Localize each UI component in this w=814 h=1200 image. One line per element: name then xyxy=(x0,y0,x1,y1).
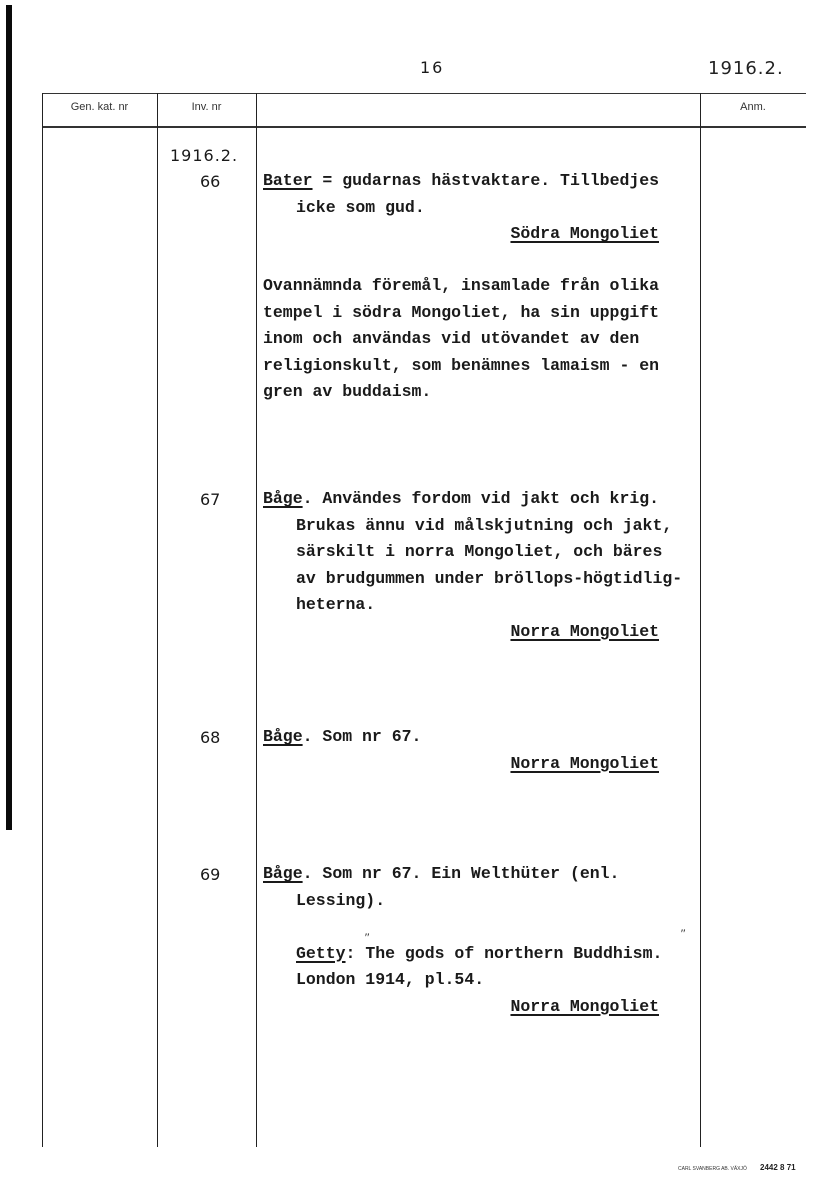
page-reference: 1916.2. xyxy=(708,58,784,79)
reference-author: Getty xyxy=(296,943,346,963)
entry-line: Bater = gudarnas hästvaktare. Tillbedjes xyxy=(263,171,660,190)
printer-imprint: CARL SVANBERG AB. VÄXJÖ xyxy=(678,1166,747,1172)
entry-66 xyxy=(263,168,695,248)
column-border-left xyxy=(42,93,43,1147)
spacer xyxy=(263,914,695,941)
entry-line: särskilt i norra Mongoliet, och bäres xyxy=(296,542,663,561)
entry-title: Båge xyxy=(263,489,303,508)
entry-origin: Norra Mongoliet xyxy=(510,753,659,773)
note-line: tempel i södra Mongoliet, ha sin uppgift xyxy=(263,302,660,322)
note-line: Ovannämnda föremål, insamlade från olika xyxy=(263,276,660,295)
entry-title: Bater xyxy=(263,171,313,190)
note-line: religionskult, som benämnes lamaism - en xyxy=(263,355,660,375)
binding-edge xyxy=(6,5,12,830)
column-divider-desc-anm xyxy=(700,93,701,1147)
inventory-number-69: 69 xyxy=(200,865,221,884)
inventory-number-67: 67 xyxy=(200,490,221,509)
entry-line: Lessing). xyxy=(296,890,386,910)
quote-open-mark: ″ xyxy=(364,930,369,944)
header-anm: Anm. xyxy=(740,101,766,113)
form-code: 2442 8 71 xyxy=(760,1163,796,1172)
entry-line: Båge. Användes fordom vid jakt och krig. xyxy=(263,489,660,508)
entry-line: icke som gud. xyxy=(296,197,425,217)
note-line: inom och användas vid utövandet av den xyxy=(263,329,640,348)
entry-origin: Norra Mongoliet xyxy=(510,621,659,641)
entry-68 xyxy=(263,724,695,777)
header-gen-kat-nr: Gen. kat. nr xyxy=(70,101,129,113)
header-inv-nr: Inv. nr xyxy=(191,101,222,113)
column-divider-inv-desc xyxy=(256,93,257,1147)
entry-line: Båge. Som nr 67. Ein Welthüter (enl. xyxy=(263,864,620,883)
entry-69 xyxy=(263,861,695,1020)
inventory-year: 1916.2. xyxy=(170,146,239,165)
entry-line: Båge. Som nr 67. xyxy=(263,727,422,746)
entry-line: Brukas ännu vid målskjutning och jakt, xyxy=(296,515,673,535)
entry-66-note xyxy=(263,273,695,406)
quote-close-mark: ″ xyxy=(680,926,685,940)
entry-line: av brudgummen under bröllops-högtidlig- xyxy=(296,568,683,588)
inventory-number-66: 66 xyxy=(200,172,221,191)
entry-line: heterna. xyxy=(296,595,376,614)
reference-line: Getty: The gods of northern Buddhism. xyxy=(296,943,663,963)
page-number: 16 xyxy=(420,58,445,77)
entry-67 xyxy=(263,486,695,645)
note-line: gren av buddaism. xyxy=(263,382,432,401)
entry-origin: Norra Mongoliet xyxy=(510,996,659,1016)
entry-origin: Södra Mongoliet xyxy=(510,224,659,243)
inventory-number-68: 68 xyxy=(200,728,221,747)
entry-title: Båge xyxy=(263,727,303,746)
reference-line: London 1914, pl.54. xyxy=(296,970,485,989)
entry-title: Båge xyxy=(263,864,303,883)
column-divider-gen-inv xyxy=(157,93,158,1147)
